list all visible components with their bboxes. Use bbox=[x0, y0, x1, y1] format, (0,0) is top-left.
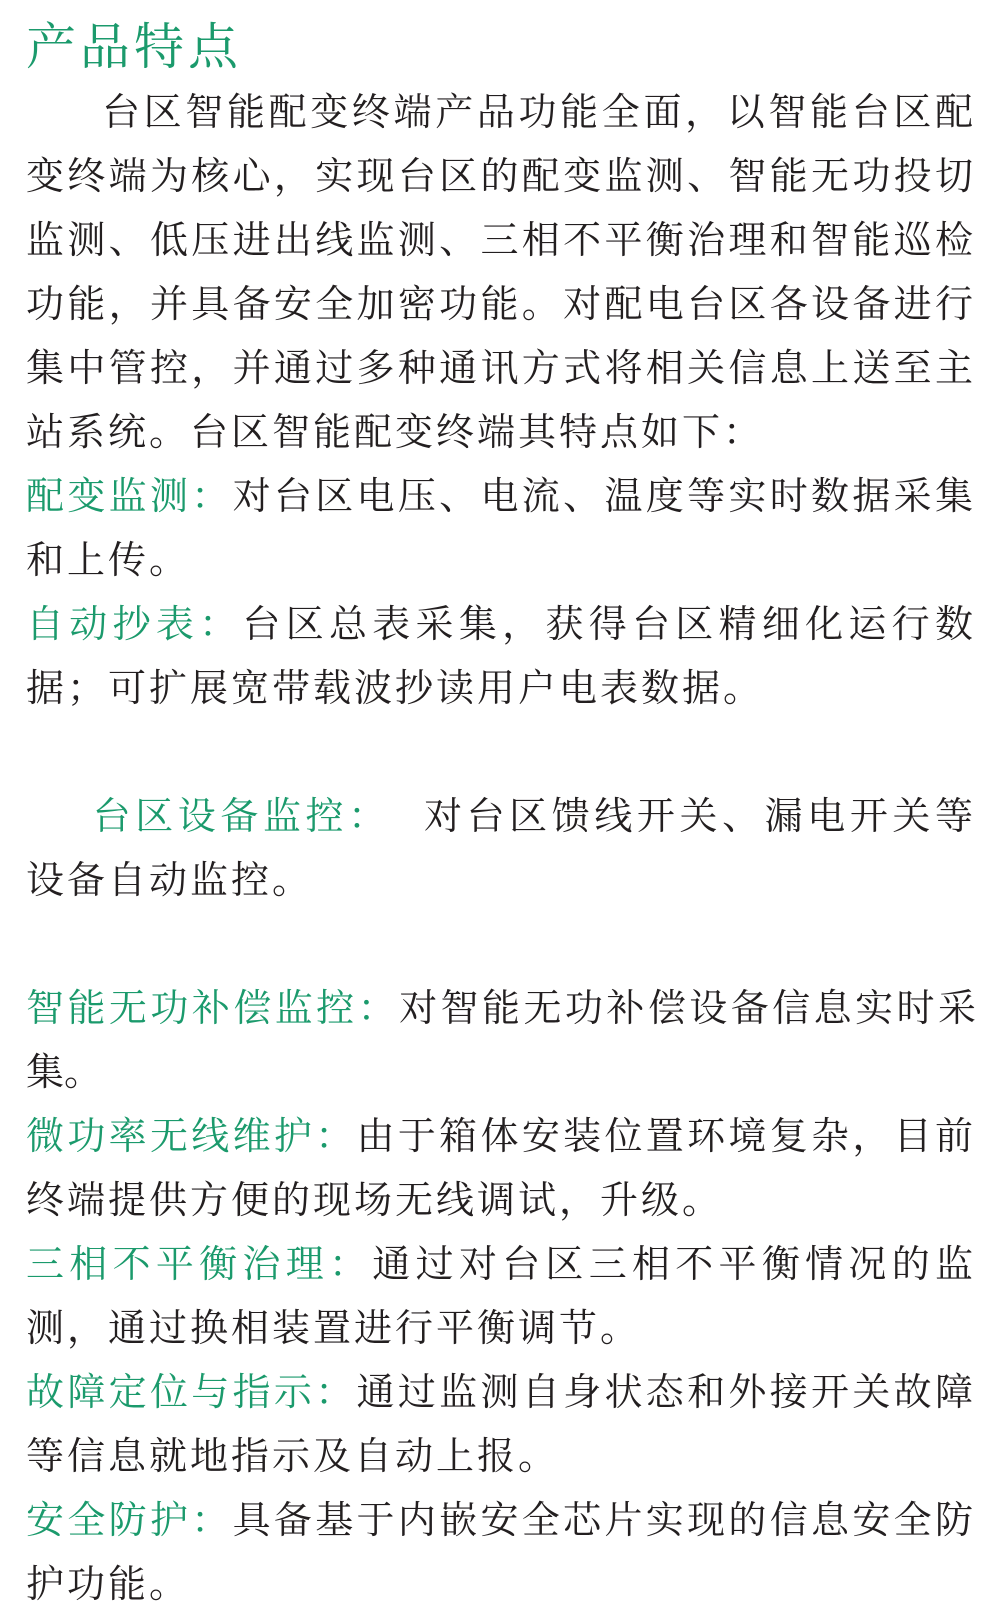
feature-label: 智能无功补偿监控： bbox=[26, 986, 400, 1030]
intro-paragraph: 台区智能配变终端产品功能全面，以智能台区配变终端为核心，实现台区的配变监测、智能无功投切监测、低压进出线监测、三相不平衡治理和智能巡检功能，并具备安全加密功能。对配电台区各设备进行集中管控，并通过多种通讯方式将相关信息上送至主站系统。台区智能配变终端其特点如下： bbox=[26, 90, 976, 454]
page-title: 产品特点 bbox=[26, 18, 242, 76]
feature-label: 微功率无线维护： bbox=[26, 1114, 357, 1158]
feature-text: 通过监测自身状态和外接开关故障等信息就地指示及自动上报。 bbox=[26, 1370, 976, 1478]
feature-text: 具备基于内嵌安全芯片实现的信息安全防护功能。 bbox=[26, 1498, 976, 1606]
feature-text: 对台区馈线开关、漏电开关等设备自动监控。 bbox=[26, 794, 976, 902]
feature-device-monitoring bbox=[26, 720, 976, 976]
product-features-document bbox=[26, 14, 976, 1616]
feature-label: 台区设备监控： bbox=[92, 794, 391, 838]
feature-label: 自动抄表： bbox=[26, 602, 243, 646]
feature-text: 对台区电压、电流、温度等实时数据采集和上传。 bbox=[26, 474, 976, 582]
feature-text: 对智能无功补偿设备信息实时采集。 bbox=[26, 986, 976, 1094]
feature-security-protection bbox=[26, 1488, 976, 1616]
feature-label: 配变监测： bbox=[26, 474, 233, 518]
feature-label: 安全防护： bbox=[26, 1498, 233, 1542]
feature-wireless-maintenance bbox=[26, 1104, 976, 1232]
feature-reactive-compensation bbox=[26, 976, 976, 1104]
feature-fault-location bbox=[26, 1360, 976, 1488]
feature-text: 通过对台区三相不平衡情况的监测，通过换相装置进行平衡调节。 bbox=[26, 1242, 976, 1350]
feature-text: 台区总表采集，获得台区精细化运行数据；可扩展宽带载波抄读用户电表数据。 bbox=[26, 602, 976, 710]
feature-label: 三相不平衡治理： bbox=[26, 1242, 373, 1286]
feature-three-phase-balance bbox=[26, 1232, 976, 1360]
feature-transformer-monitoring bbox=[26, 464, 976, 592]
feature-label: 故障定位与指示： bbox=[26, 1370, 357, 1414]
feature-auto-meter-reading bbox=[26, 592, 976, 720]
feature-text: 由于箱体安装位置环境复杂，目前终端提供方便的现场无线调试，升级。 bbox=[26, 1114, 976, 1222]
